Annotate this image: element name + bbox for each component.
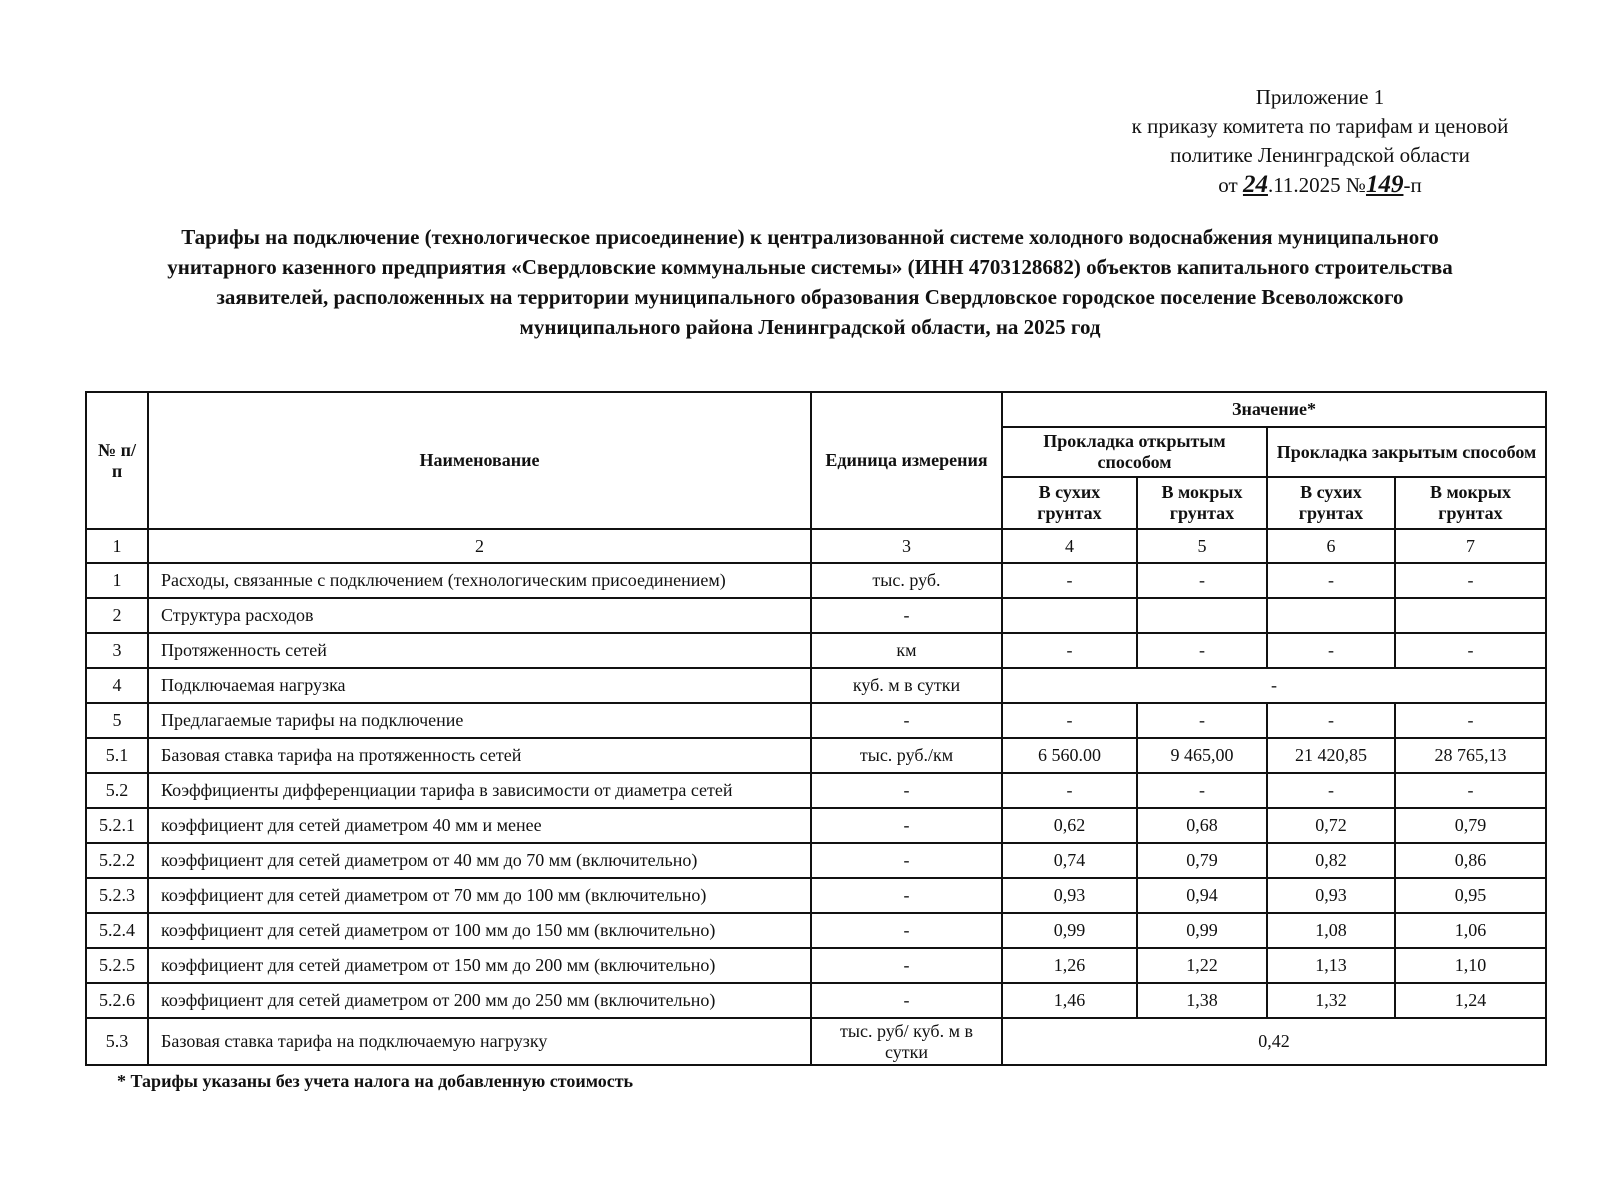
row-value-merged: -: [1002, 668, 1546, 703]
appendix-authority: политике Ленинградской области: [1170, 143, 1470, 167]
table-row: [86, 878, 1546, 913]
value-open-dry: 0,93: [1002, 878, 1137, 913]
row-unit: км: [811, 633, 1002, 668]
value-open-dry: 1,26: [1002, 948, 1137, 983]
order-number-handwritten: 149: [1365, 171, 1404, 198]
row-number: 3: [86, 633, 148, 668]
row-unit: -: [811, 773, 1002, 808]
document-title: [70, 222, 1550, 342]
value-open-wet: [1137, 598, 1267, 633]
header-num: № п/п: [86, 392, 148, 529]
row-number: 5.1: [86, 738, 148, 773]
header-closed-wet: В мокрых грунтах: [1395, 477, 1546, 529]
row-unit: -: [811, 878, 1002, 913]
row-name: Подключаемая нагрузка: [148, 668, 811, 703]
value-closed-dry: -: [1267, 563, 1395, 598]
table-row: [86, 633, 1546, 668]
value-open-wet: -: [1137, 773, 1267, 808]
row-name: Протяженность сетей: [148, 633, 811, 668]
value-open-wet: 0,94: [1137, 878, 1267, 913]
header-closed-method: Прокладка закрытым способом: [1267, 427, 1546, 477]
header-name: Наименование: [148, 392, 811, 529]
value-closed-dry: 21 420,85: [1267, 738, 1395, 773]
row-name: коэффициент для сетей диаметром от 40 мм до 70 мм (включительно): [148, 843, 811, 878]
table-row: [86, 1018, 1546, 1065]
value-open-wet: 1,22: [1137, 948, 1267, 983]
appendix-header: [1090, 83, 1550, 200]
tariff-table: [85, 391, 1547, 1066]
value-open-dry: 0,62: [1002, 808, 1137, 843]
value-closed-dry: 0,72: [1267, 808, 1395, 843]
order-suffix: -п: [1403, 173, 1422, 197]
value-closed-wet: 0,86: [1395, 843, 1546, 878]
appendix-order-ref: к приказу комитета по тарифам и ценовой: [1131, 114, 1509, 138]
row-number: 5.2.4: [86, 913, 148, 948]
value-open-dry: -: [1002, 633, 1137, 668]
header-value: Значение*: [1002, 392, 1546, 427]
row-number: 5.2.1: [86, 808, 148, 843]
value-open-wet: -: [1137, 563, 1267, 598]
row-number: 5.2.3: [86, 878, 148, 913]
table-row: [86, 598, 1546, 633]
value-closed-wet: -: [1395, 633, 1546, 668]
value-closed-wet: -: [1395, 703, 1546, 738]
row-unit: -: [811, 948, 1002, 983]
value-open-dry: 0,99: [1002, 913, 1137, 948]
value-open-wet: 1,38: [1137, 983, 1267, 1018]
value-open-wet: -: [1137, 703, 1267, 738]
row-name: коэффициент для сетей диаметром от 100 мм до 150 мм (включительно): [148, 913, 811, 948]
value-open-dry: 6 560.00: [1002, 738, 1137, 773]
header-open-wet: В мокрых грунтах: [1137, 477, 1267, 529]
row-name: Коэффициенты дифференциации тарифа в зависимости от диаметра сетей: [148, 773, 811, 808]
table-row: [86, 703, 1546, 738]
row-number: 5.2.2: [86, 843, 148, 878]
row-name: коэффициент для сетей диаметром от 200 мм до 250 мм (включительно): [148, 983, 811, 1018]
value-closed-dry: -: [1267, 703, 1395, 738]
appendix-title: Приложение 1: [1255, 85, 1385, 109]
value-closed-wet: 1,06: [1395, 913, 1546, 948]
col-number: 1: [86, 529, 148, 563]
row-unit: куб. м в сутки: [811, 668, 1002, 703]
col-number: 7: [1395, 529, 1546, 563]
appendix-date-line: [1090, 170, 1550, 200]
col-number: 5: [1137, 529, 1267, 563]
header-closed-dry: В сухих грунтах: [1267, 477, 1395, 529]
value-closed-wet: -: [1395, 563, 1546, 598]
row-name: коэффициент для сетей диаметром от 150 мм до 200 мм (включительно): [148, 948, 811, 983]
value-open-wet: 0,79: [1137, 843, 1267, 878]
row-number: 5.2.5: [86, 948, 148, 983]
row-number: 1: [86, 563, 148, 598]
value-closed-wet: [1395, 598, 1546, 633]
row-name: Расходы, связанные с подключением (технологическим присоединением): [148, 563, 811, 598]
header-open-dry: В сухих грунтах: [1002, 477, 1137, 529]
col-number: 4: [1002, 529, 1137, 563]
row-name: Структура расходов: [148, 598, 811, 633]
row-number: 5.2.6: [86, 983, 148, 1018]
column-number-row: [86, 529, 1546, 563]
value-open-dry: 1,46: [1002, 983, 1137, 1018]
col-number: 2: [148, 529, 811, 563]
value-closed-dry: 0,82: [1267, 843, 1395, 878]
value-open-wet: 0,68: [1137, 808, 1267, 843]
value-open-wet: 0,99: [1137, 913, 1267, 948]
table-row: [86, 773, 1546, 808]
row-unit: тыс. руб/ куб. м в сутки: [811, 1018, 1002, 1065]
row-unit: -: [811, 703, 1002, 738]
row-name: Базовая ставка тарифа на протяженность сетей: [148, 738, 811, 773]
title-line-3: заявителей, расположенных на территории муниципального образования Свердловское городское поселение Всеволожского: [216, 285, 1404, 309]
value-open-dry: -: [1002, 703, 1137, 738]
row-unit: тыс. руб./км: [811, 738, 1002, 773]
value-open-dry: -: [1002, 773, 1137, 808]
row-name: коэффициент для сетей диаметром 40 мм и менее: [148, 808, 811, 843]
value-closed-dry: [1267, 598, 1395, 633]
row-unit: -: [811, 843, 1002, 878]
row-name: Базовая ставка тарифа на подключаемую нагрузку: [148, 1018, 811, 1065]
row-unit: -: [811, 913, 1002, 948]
value-closed-wet: 1,10: [1395, 948, 1546, 983]
row-unit: -: [811, 598, 1002, 633]
value-closed-dry: 0,93: [1267, 878, 1395, 913]
table-row: [86, 983, 1546, 1018]
row-name: коэффициент для сетей диаметром от 70 мм до 100 мм (включительно): [148, 878, 811, 913]
table-row: [86, 668, 1546, 703]
footnote: * Тарифы указаны без учета налога на добавленную стоимость: [117, 1071, 634, 1091]
value-closed-dry: -: [1267, 633, 1395, 668]
row-number: 5.2: [86, 773, 148, 808]
value-open-dry: 0,74: [1002, 843, 1137, 878]
row-unit: тыс. руб.: [811, 563, 1002, 598]
table-row: [86, 808, 1546, 843]
col-number: 3: [811, 529, 1002, 563]
date-day-handwritten: 24: [1242, 171, 1268, 198]
value-closed-dry: -: [1267, 773, 1395, 808]
value-closed-wet: -: [1395, 773, 1546, 808]
value-closed-dry: 1,32: [1267, 983, 1395, 1018]
table-row: [86, 563, 1546, 598]
header-unit: Единица измерения: [811, 392, 1002, 529]
row-number: 4: [86, 668, 148, 703]
title-line-4: муниципального района Ленинградской области, на 2025 год: [519, 315, 1101, 339]
value-open-wet: -: [1137, 633, 1267, 668]
row-name: Предлагаемые тарифы на подключение: [148, 703, 811, 738]
date-prefix: от: [1218, 173, 1238, 197]
row-value-merged: 0,42: [1002, 1018, 1546, 1065]
row-number: 5.3: [86, 1018, 148, 1065]
row-number: 5: [86, 703, 148, 738]
value-closed-dry: 1,08: [1267, 913, 1395, 948]
value-closed-wet: 0,79: [1395, 808, 1546, 843]
table-row: [86, 738, 1546, 773]
col-number: 6: [1267, 529, 1395, 563]
title-line-1: Тарифы на подключение (технологическое присоединение) к централизованной системе холодного водоснабжения муниципального: [181, 225, 1439, 249]
value-closed-wet: 0,95: [1395, 878, 1546, 913]
table-row: [86, 843, 1546, 878]
table-row: [86, 913, 1546, 948]
value-open-dry: [1002, 598, 1137, 633]
row-number: 2: [86, 598, 148, 633]
table-row: [86, 948, 1546, 983]
title-line-2: унитарного казенного предприятия «Свердловские коммунальные системы» (ИНН 4703128682) объектов капитального строительства: [167, 255, 1453, 279]
header-open-method: Прокладка открытым способом: [1002, 427, 1267, 477]
value-open-wet: 9 465,00: [1137, 738, 1267, 773]
row-unit: -: [811, 983, 1002, 1018]
date-rest: .11.2025 №: [1267, 173, 1366, 197]
value-open-dry: -: [1002, 563, 1137, 598]
value-closed-wet: 28 765,13: [1395, 738, 1546, 773]
value-closed-wet: 1,24: [1395, 983, 1546, 1018]
value-closed-dry: 1,13: [1267, 948, 1395, 983]
row-unit: -: [811, 808, 1002, 843]
